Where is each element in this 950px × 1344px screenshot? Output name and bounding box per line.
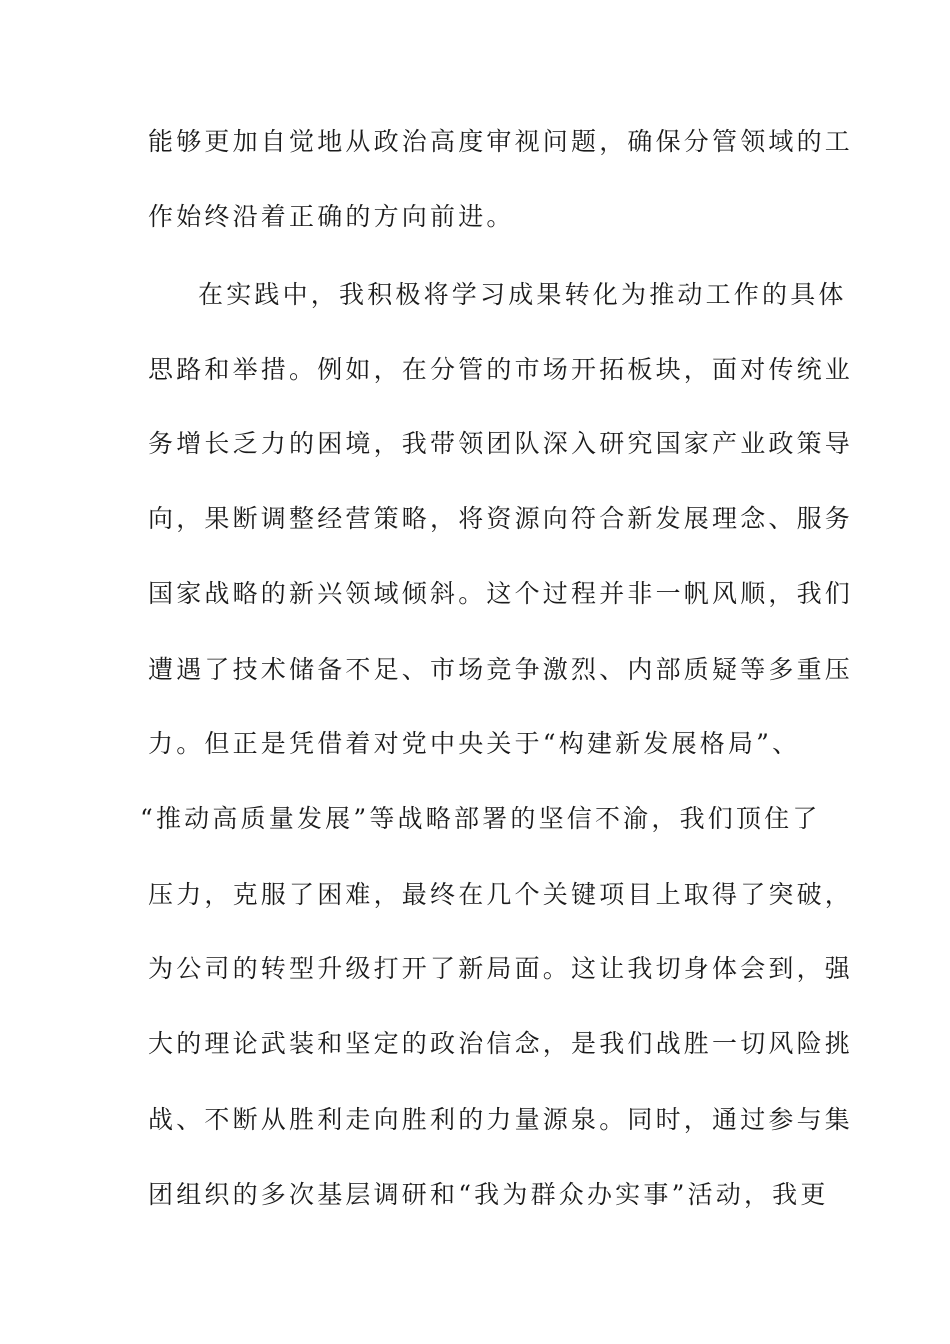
text-line: 思路和举措。例如，在分管的市场开拓板块，面对传统业	[148, 355, 854, 384]
paragraph-start-line: 在实践中，我积极将学习成果转化为推动工作的具体	[198, 280, 847, 309]
text-line: “推动高质量发展”等战略部署的坚信不渝，我们顶住了	[140, 804, 821, 833]
text-line: 大的理论武装和坚定的政治信念，是我们战胜一切风险挑	[148, 1029, 854, 1058]
text-line: 务增长乏力的困境，我带领团队深入研究国家产业政策导	[148, 429, 854, 458]
text-line: 团组织的多次基层调研和“我为群众办实事”活动，我更	[148, 1180, 829, 1209]
text-line: 战、不断从胜利走向胜利的力量源泉。同时，通过参与集	[148, 1105, 854, 1134]
text-line: 遭遇了技术储备不足、市场竞争激烈、内部质疑等多重压	[148, 655, 854, 684]
text-line: 能够更加自觉地从政治高度审视问题，确保分管领域的工	[148, 127, 854, 156]
text-line: 压力，克服了困难，最终在几个关键项目上取得了突破，	[148, 880, 854, 909]
text-line: 为公司的转型升级打开了新局面。这让我切身体会到，强	[148, 954, 854, 983]
text-line: 作始终沿着正确的方向前进。	[148, 202, 515, 231]
text-line: 国家战略的新兴领域倾斜。这个过程并非一帆风顺，我们	[148, 579, 854, 608]
text-line: 力。但正是凭借着对党中央关于“构建新发展格局”、	[148, 729, 801, 758]
text-line: 向，果断调整经营策略，将资源向符合新发展理念、服务	[148, 504, 854, 533]
